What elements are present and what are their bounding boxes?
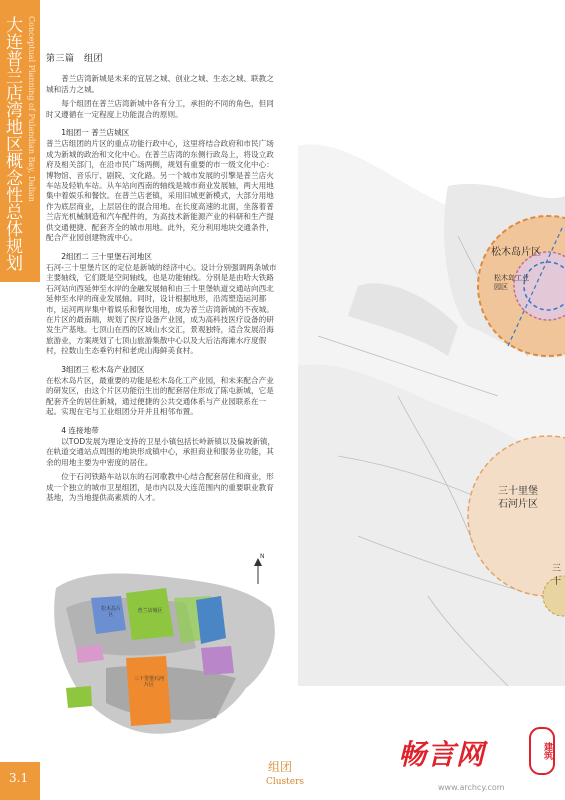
- cluster-map: [298, 36, 565, 686]
- cluster-3-paragraph: 在松木岛片区，最重要的功能是松木岛化工产业园，和未来配合产业的研发区，由这个片区功能衍生出的配套居住形成了陈屯新城，它是配套齐全的居住新城，通过便捷的公共交通体系与产业园联系在一起。实现在宅与工业组团分开并且相邻布置。: [46, 375, 274, 417]
- text-column: [46, 54, 278, 507]
- overview-map: [46, 548, 282, 748]
- map-label-sanshilipu: 三十里堡石河片区: [498, 486, 538, 510]
- logo-badge: 建筑: [529, 727, 555, 775]
- page-number: 3.1: [9, 771, 29, 785]
- overview-map-graphic: [46, 548, 282, 748]
- footer-title-cn: 组团: [268, 760, 293, 774]
- map-label-edge: 三十: [552, 564, 562, 587]
- cluster-2-heading: 2组团二 三十里堡石河地区: [61, 251, 152, 261]
- document-title: 大连普兰店湾地区概念性总体规划: [2, 16, 22, 271]
- cluster-4-heading: 4 连接地带: [61, 425, 99, 435]
- logo-text: 畅言网: [398, 738, 486, 771]
- cluster-2-paragraph: 石河-三十里堡片区的定位是新城的经济中心。设计分别强调两条城市主要轴线，它们既是空间轴线，也是功能轴线。分别是是由哈大铁路石河站向西延伸至水岸的金融发展轴和由三十里堡轨道交通站向西北延伸至水岸的商业发展轴。同时，设计根据地形，沿湾塑造运河都市，运河两岸集中着娱乐和餐饮用地，成为普兰店湾新城的不夜城。在片区的最南端，规划了医疗设备产业园，成为高科技医疗设备的研发生产基地。七顶山在西的区域山水交汇，景观独特，适合发展沿海旅游业，方案规划了七顶山旅游集散中心以及大后沽海滩水疗度假村，拉数山生态垂钓村和老虎山海鲜美食村。: [46, 262, 277, 356]
- document-subtitle: Conceptual Planning of Pulandian Bay, Dalian: [27, 16, 36, 202]
- map-label-industrial: 松木岛工业园区: [494, 274, 529, 291]
- section-title: 第三篇 组团: [46, 54, 104, 64]
- footer-title-en: Clusters: [266, 777, 305, 787]
- logo-url: www.archcy.com: [438, 783, 505, 792]
- cluster-4-paragraph-a: 以TOD发展为理论支持的卫星小镇包括长岭新镇以及偏坡新镇，在轨道交通站点周围的地块形成镇中心，承担商业和服务业功能，其余的用地主要为中密度的居住。: [46, 437, 276, 467]
- cluster-1-heading: 1组团一 普兰店城区: [61, 128, 130, 138]
- intro-paragraph-2: 每个组团在普兰店湾新城中各有分工，承担的不同的角色，但同时又遵循在一定程度上功能混合的原则。: [46, 99, 274, 119]
- north-arrow-label: N: [260, 553, 265, 560]
- cluster-map-graphic: [298, 36, 565, 686]
- overview-label-songmudao: 松木岛片区: [100, 606, 121, 618]
- site-logo: [398, 727, 558, 792]
- overview-label-pulandian: 普兰店城区: [137, 608, 163, 614]
- cluster-4-paragraph-b: 位于石河铁路车站以东的石河歌教中心结合配套居住和商业，形成一个独立的城市卫星组团，是市内以及大连范围内的重要职业教育基地，为当地提供高素质的人才。: [46, 472, 274, 503]
- map-label-songmudao: 松木岛片区: [491, 247, 541, 258]
- overview-label-sanshilipu: 三十里堡石河片区: [134, 676, 165, 688]
- intro-paragraph-1: 普兰店湾新城是未来的宜居之城、创业之城、生态之城、联教之城和活力之城。: [46, 74, 274, 94]
- cluster-1-paragraph: 普兰店组团的片区的重点功能行政中心，这里将结合政府和市民广场成为新城的政治和文化中心。在普兰店湾的东侧行政岛上，将设立政府及相关部门，在沿市民广场两侧，规划有重要的市一级文化中心：博物馆、音乐厅、剧院、文化路。另一个城市发展的引擎是普兰店火车站及轻轨车站。从车站向西南的轴线是城市商业发展轴，两大用地集中着娱乐和餐饮。在普兰店老镇，采用旧城更新模式，大部分用地作为底层商业，上层居住的混合用地。在长度高速的北面，坐落着普兰店光机械制造和汽车配件的，为高技术新能源产业的科研和生产提供交通便捷、配套齐全的城市用地。此外，充分利用地块交通条件，配合产业园创建物流中心。: [46, 139, 274, 243]
- cluster-3-heading: 3组团三 松木岛产业园区: [61, 364, 145, 374]
